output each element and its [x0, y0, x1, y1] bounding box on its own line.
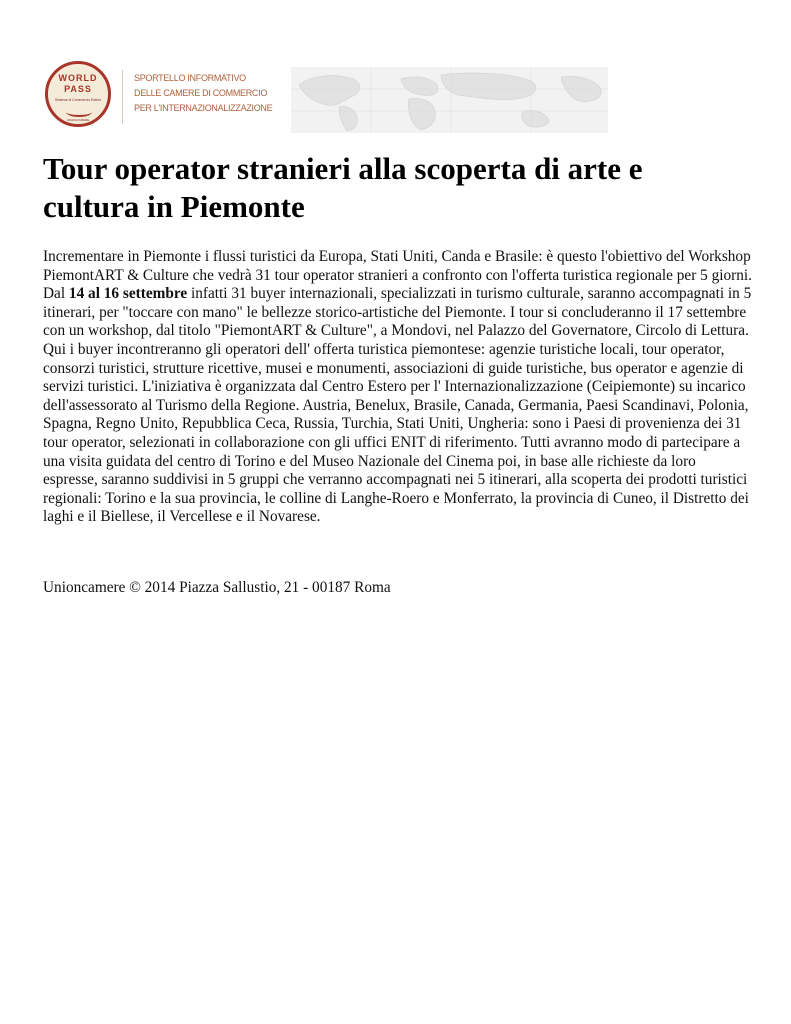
page-header — [43, 60, 608, 136]
article-body — [43, 248, 753, 527]
header-divider — [122, 70, 123, 124]
tagline-line-1: SPORTELLO INFORMATIVO — [134, 73, 246, 83]
page-footer: Unioncamere © 2014 Piazza Sallustio, 21 - 00187 Roma — [43, 579, 391, 596]
article-dates: 14 al 16 settembre — [68, 285, 188, 303]
article-body-text: infatti 31 buyer internazionali, specializzati in turismo culturale, saranno accompagnati in 5 itinerari, per "toccare con mano" le bellezze storico-artistiche del Piemonte. I tour si concluderanno il 17 settembre con un workshop, dal titolo "PiemontART & Culture", a Mondovi, nel Palazzo del Governatore, Circolo di Lettura. Qui i buyer incontreranno gli operatori dell' offerta turistica piemontese: agenzie turistiche locali, tour operator, consorzi turistici, strutture ricettive, musei e monumenti, associazioni di guide turistiche, bus operator e agenzie di servizi turistici. L'iniziativa è organizzata dal Centro Estero per l' Internazionalizzazione (Ceipiemonte) su incarico dell'assessorato al Turismo della Regione. Austria, Benelux, Brasile, Canada, Germania, Paesi Scandinavi, Polonia, Spagna, Regno Unito, Repubblica Ceca, Russia, Turchia, Stati Uniti, Ungheria: sono i Paesi di provenienza dei 31 tour operator, selezionati in collaborazione con gli uffici ENIT di riferimento. Tutti avranno modo di partecipare a una visita guidata del centro di Torino e del Museo Nazionale del Cinema poi, in base alle richieste da loro espresse, saranno suddivisi in 5 gruppi che verranno accompagnati nei 5 itinerari, alla scoperta dei prodotti turistici regionali: Torino e la sua provincia, le colline di Langhe-Roero e Monferrato, la provincia di Cuneo, il Distretto dei laghi e il Biellese, il Vercellese e il Novarese. — [43, 285, 752, 526]
world-map-icon — [291, 67, 608, 133]
article-title: Tour operator stranieri alla scoperta di arte e cultura in Piemonte — [43, 151, 643, 224]
logo-swoosh — [66, 107, 92, 117]
article-intro: Incrementare in Piemonte i flussi turistici da Europa, Stati Uniti, Canda e Brasile: è questo l'obiettivo del Workshop PiemontART & Culture che vedrà 31 tour operator stranieri a confronto con l'offerta turistica regionale per 5 giorni. Dal — [43, 248, 752, 303]
logo-line2: PASS — [64, 84, 92, 94]
header-tagline — [134, 71, 284, 116]
logo-small-text: Sistema di Commercio Estero — [54, 98, 102, 102]
logo-line1: WORLD — [58, 73, 98, 83]
world-pass-logo — [45, 61, 111, 127]
tagline-line-2: DELLE CAMERE DI COMMERCIO — [134, 88, 268, 98]
world-map-banner — [291, 67, 608, 133]
tagline-line-3: PER L'INTERNAZIONALIZZAZIONE — [134, 103, 273, 113]
logo-bottom-text: UNIONCAMERE — [66, 118, 90, 122]
